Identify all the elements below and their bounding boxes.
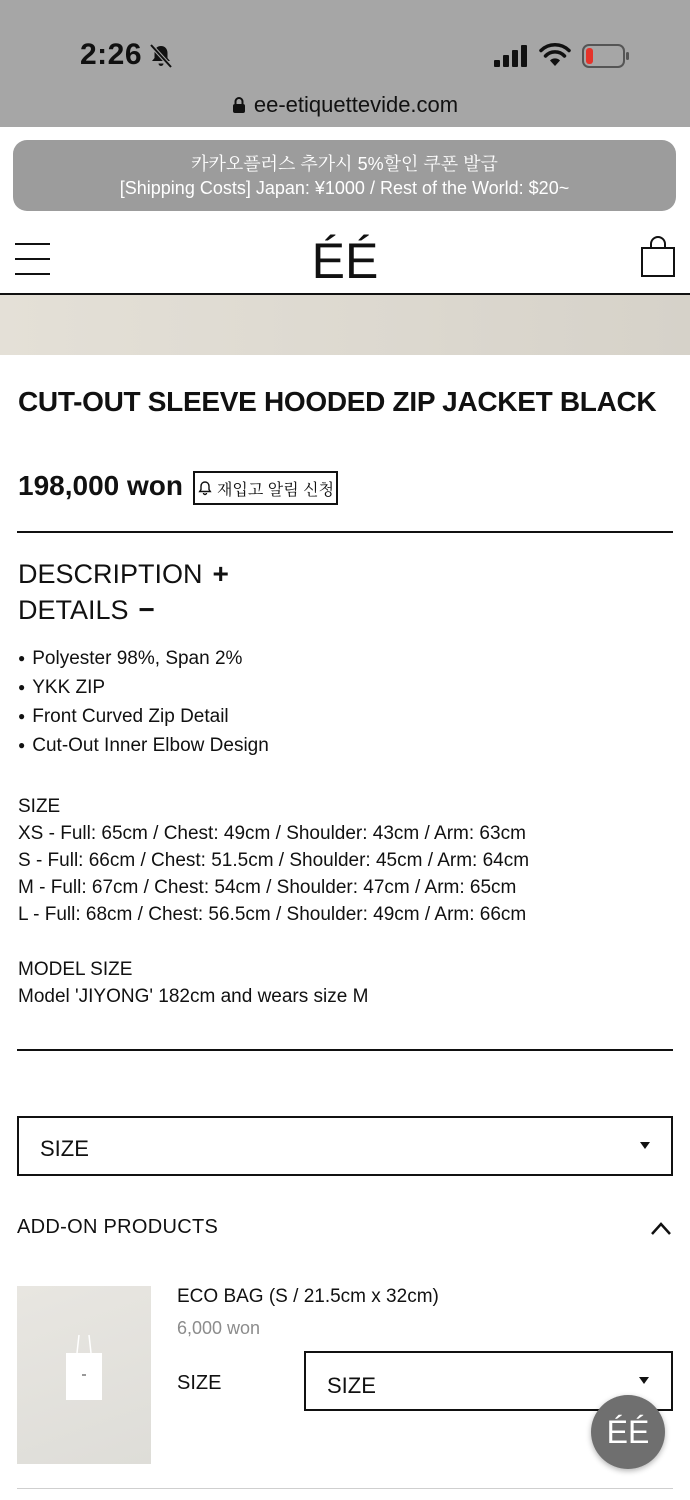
details-toggle[interactable] [18,594,155,626]
list-item: ● Polyester 98%, Span 2% [18,645,678,674]
details-content [18,645,678,1010]
addon-size-label: SIZE [177,1372,222,1394]
size-select[interactable] [17,1116,673,1176]
caret-down-icon [639,1377,649,1384]
floating-logo-button[interactable]: ÉÉ [591,1395,665,1469]
lock-icon [232,96,246,114]
restock-alert-button[interactable] [193,471,338,505]
divider [17,1488,673,1489]
product-title: CUT-OUT SLEEVE HOODED ZIP JACKET BLACK [18,386,657,417]
shopping-bag-icon[interactable] [640,236,676,278]
size-chart-row: XS - Full: 65cm / Chest: 49cm / Shoulder: 43cm / Arm: 63cm [18,823,526,844]
addon-product-price: 6,000 won [177,1318,261,1338]
chevron-up-icon[interactable] [650,1220,672,1236]
banner-shipping-text: [Shipping Costs] Japan: ¥1000 / Rest of the World: $20~ [119,178,570,198]
details-bullet-list [18,645,678,761]
product-price: 198,000 won [18,470,183,501]
status-time: 2:26 [80,38,143,71]
url-text: ee-etiquettevide.com [253,92,459,117]
status-bar [0,0,690,127]
site-logo[interactable]: ÉÉ [311,233,379,289]
list-item: ● Cut-Out Inner Elbow Design [18,732,678,761]
divider [17,1049,673,1051]
banner-coupon-text: 카카오플러스 추가시 5%할인 쿠폰 발급 [191,154,498,174]
details-label: DETAILS [18,594,129,625]
minus-icon: − [138,594,155,625]
cellular-signal-icon [494,44,530,68]
product-image-strip[interactable] [0,295,690,355]
model-size-heading: MODEL SIZE [18,959,133,980]
divider [17,531,673,533]
caret-down-icon [640,1142,650,1149]
description-label: DESCRIPTION [18,558,203,589]
list-item: ● YKK ZIP [18,674,678,703]
restock-alert-label: 재입고 알림 신청 [216,481,335,499]
addon-product-image[interactable] [17,1286,151,1464]
addon-product-name[interactable]: ECO BAG (S / 21.5cm x 32cm) [177,1286,439,1307]
address-bar[interactable] [0,92,690,118]
size-select-value: SIZE [40,1136,89,1161]
size-chart-row: L - Full: 68cm / Chest: 56.5cm / Shoulder: 49cm / Arm: 66cm [18,904,527,925]
wifi-icon [539,42,571,68]
list-item: ● Front Curved Zip Detail [18,703,678,732]
model-size-text: Model 'JIYONG' 182cm and wears size M [18,986,369,1007]
tote-bag-image [65,1333,103,1401]
plus-icon: + [212,558,229,589]
battery-low-icon [582,44,630,68]
addon-products-heading[interactable]: ADD-ON PRODUCTS [17,1216,219,1238]
bell-slash-icon [148,43,174,69]
bell-icon [197,480,213,496]
size-chart-heading: SIZE [18,796,61,817]
addon-size-select-value: SIZE [327,1373,376,1398]
description-toggle[interactable] [18,558,229,590]
size-chart-row: S - Full: 66cm / Chest: 51.5cm / Shoulder: 45cm / Arm: 64cm [18,850,530,871]
size-chart-row: M - Full: 67cm / Chest: 54cm / Shoulder: 47cm / Arm: 65cm [18,877,517,898]
announcement-banner[interactable] [13,140,676,211]
